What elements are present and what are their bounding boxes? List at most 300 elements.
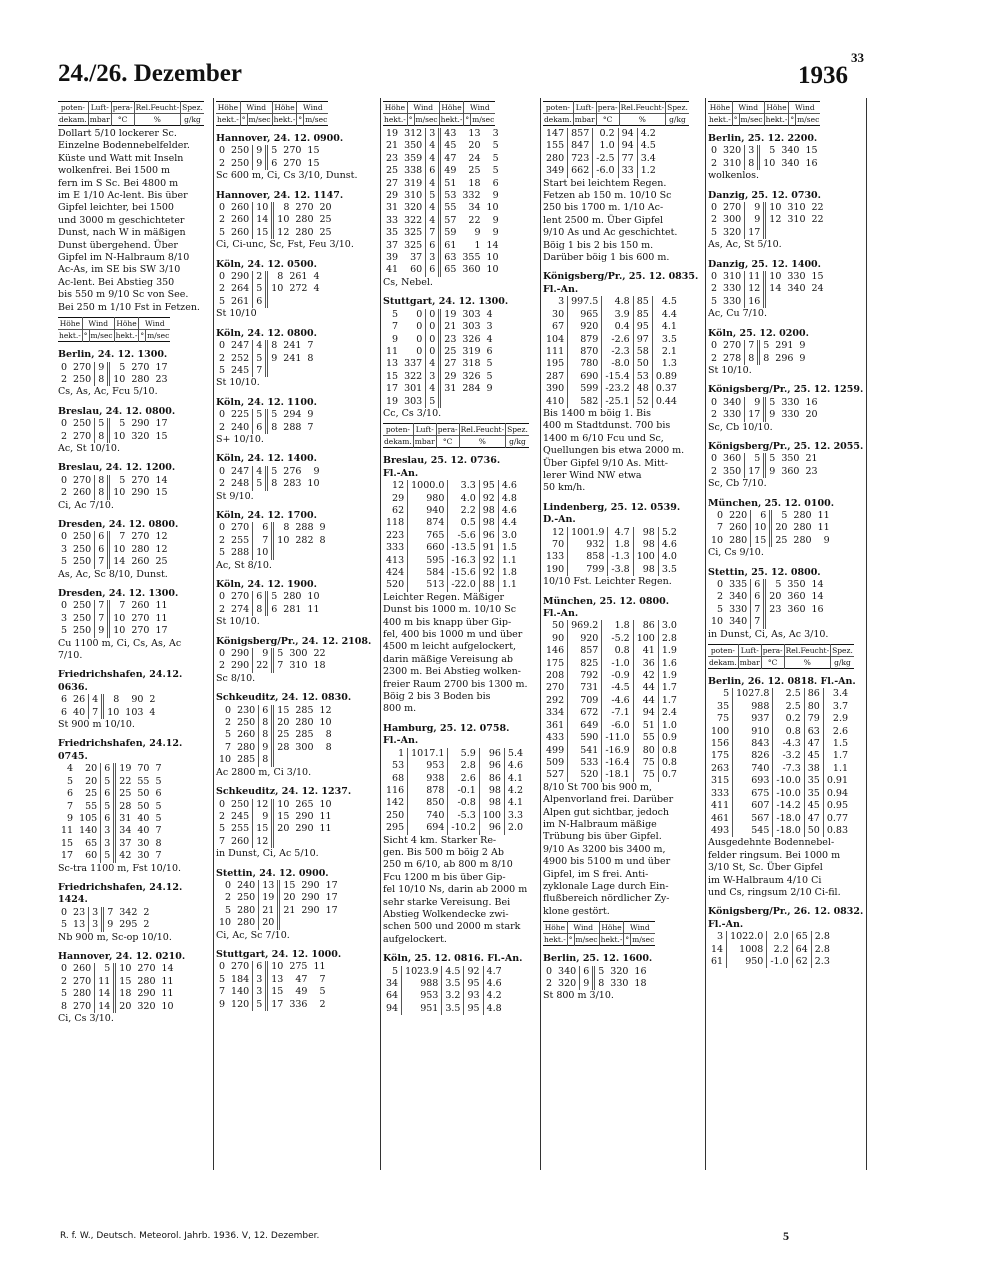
table-cell: 6 — [271, 157, 278, 169]
table-cell: 278 — [723, 352, 742, 364]
table-cell: 0 — [416, 345, 423, 357]
station-title: Köln, 24. 12. 1700. — [216, 509, 317, 521]
table-cell: 47 — [804, 738, 823, 750]
table-row — [58, 850, 165, 862]
table-cell: 30 — [552, 308, 565, 320]
table-row — [543, 757, 680, 769]
table-cell: 270 — [231, 522, 250, 534]
table-row — [58, 556, 171, 568]
table-cell: -1.3 — [608, 551, 633, 563]
table-cell: 0 — [711, 340, 718, 352]
met-data-table — [543, 527, 680, 577]
table-row — [543, 966, 650, 978]
table-cell: 599 — [568, 383, 602, 395]
table-cell: 5 — [717, 603, 724, 615]
remark-line: Gipfel leichter, bei 1500 — [58, 202, 174, 214]
table-cell: 2 — [219, 283, 226, 295]
table-cell: 8 — [271, 478, 278, 490]
table-cell: 40 — [137, 812, 150, 824]
table-cell: 4.2 — [483, 990, 505, 1002]
table-cell: 36 — [633, 658, 658, 670]
table-cell: 675 — [733, 788, 773, 800]
table-cell: 0 — [219, 465, 226, 477]
table-cell: 11 — [745, 271, 765, 283]
table-row — [216, 799, 335, 811]
table-cell: -3.8 — [608, 564, 633, 576]
table-cell: 1.8 — [608, 539, 633, 551]
table-cell: 2 — [219, 534, 226, 546]
header-cell: hekt.- — [600, 935, 623, 945]
table-row — [708, 202, 827, 214]
table-cell: 20 — [277, 717, 290, 729]
table-row — [216, 604, 323, 616]
table-cell — [484, 396, 496, 408]
remark-line: As, Ac, Sc 8/10, Dunst. — [58, 568, 168, 580]
table-cell: 85 — [633, 309, 652, 321]
table-row — [543, 564, 680, 576]
table-cell: 288 — [283, 421, 302, 433]
table-row — [383, 567, 520, 579]
table-cell: 513 — [408, 579, 448, 591]
table-cell: 4.2 — [504, 785, 526, 797]
table-cell: 0 — [219, 648, 226, 660]
wind-table-header — [708, 101, 820, 126]
table-cell: 140 — [231, 986, 250, 998]
table-cell: 270 — [137, 963, 156, 975]
header-row — [383, 102, 495, 114]
header-cell: hekt.- — [440, 115, 463, 124]
table-cell — [279, 917, 299, 929]
table-cell: 37 — [410, 252, 423, 264]
table-cell: 9 — [253, 145, 267, 157]
table-row — [708, 397, 821, 409]
table-cell: 5 — [775, 579, 782, 590]
remark-line: Sc 600 m, Ci, Cs 3/10, Dunst. — [216, 170, 358, 182]
table-cell: 310 — [723, 157, 742, 169]
station-title: Köln, 24. 12. 0500. — [216, 258, 317, 270]
table-cell: 335 — [729, 579, 748, 590]
table-cell: 340 — [787, 283, 806, 295]
table-cell — [317, 836, 335, 848]
table-cell: 53 — [392, 760, 405, 772]
station-title: Hannover, 24. 12. 0210. — [58, 950, 186, 962]
header-row — [708, 645, 854, 657]
table-cell: 0 — [225, 704, 232, 716]
header-cell: g/kg — [666, 114, 689, 126]
table-cell: 5 — [253, 999, 267, 1011]
table-cell: 94 — [386, 1002, 399, 1014]
remark-line: Fetzen ab 150 m. 10/10 Sc — [543, 190, 672, 202]
wind-data-table — [708, 510, 833, 547]
table-cell: 15 — [253, 227, 273, 239]
table-cell: 17 — [325, 892, 338, 904]
table-cell: 3 — [717, 931, 724, 943]
table-cell: 5 — [119, 361, 126, 373]
table-cell: -23.2 — [602, 383, 633, 395]
table-cell: 5 — [67, 775, 74, 787]
table-cell: 11 — [319, 810, 332, 822]
header-cell: Spez. — [182, 103, 203, 112]
table-cell: 6 — [253, 591, 267, 603]
table-cell: 98 — [633, 527, 658, 539]
table-cell: 7 — [89, 707, 103, 719]
table-cell: 22 — [468, 214, 481, 226]
table-cell: 567 — [733, 813, 773, 825]
wind-data-table — [216, 340, 317, 377]
table-row — [216, 466, 323, 478]
table-cell: 23 — [386, 152, 399, 164]
table-cell: 34 — [386, 978, 399, 989]
table-cell: 55 — [137, 775, 150, 787]
table-cell: 4.4 — [652, 309, 680, 321]
column-4 — [543, 98, 703, 1003]
column-rule — [866, 98, 867, 1170]
station-title: Schkeuditz, 24. 12. 0830. — [216, 692, 352, 704]
remark-line: im N-Halbraum mäßige — [543, 818, 657, 830]
table-cell: 0 — [225, 879, 232, 891]
table-cell: 4.4 — [498, 517, 520, 529]
table-cell: 280 — [793, 534, 812, 546]
remark-line: Ci, Ac 7/10. — [58, 499, 114, 511]
table-cell: 4 — [253, 340, 267, 352]
table-cell: 295 — [386, 822, 405, 834]
remark-line: Sicht 4 km. Starker Re- — [383, 834, 497, 846]
table-cell: 12 — [155, 543, 168, 555]
table-cell: -3.2 — [773, 750, 804, 762]
header-cell: g/kg — [831, 657, 854, 669]
table-row — [383, 517, 520, 529]
table-cell: 15 — [155, 430, 168, 442]
header-cell: dekam. — [709, 658, 737, 668]
table-cell: 2 — [219, 214, 226, 226]
table-cell: 2.9 — [823, 713, 851, 725]
remark-line: freier Raum 2700 bis 1300 m. — [383, 678, 528, 690]
remark-line: Fcu 1200 m bis über Gip- — [383, 871, 506, 883]
table-row — [708, 944, 833, 956]
table-row — [216, 660, 329, 672]
table-cell: 280 — [283, 591, 302, 603]
table-cell: 0 — [219, 145, 226, 157]
remark-line: St 10/10. — [216, 377, 260, 389]
table-cell: -2.6 — [602, 334, 633, 346]
table-cell: 413 — [386, 554, 405, 566]
page-number: 33 — [851, 50, 864, 65]
remark-line: Sc, Cb 10/10. — [708, 421, 773, 433]
table-cell: 20 — [769, 591, 782, 603]
table-cell — [273, 547, 293, 559]
remark-line: darin mäßige Vereisung ab — [383, 653, 514, 665]
station-title: Köln, 24. 12. 1400. — [216, 453, 317, 465]
table-cell: 92 — [479, 493, 498, 505]
table-cell: 3.4 — [637, 153, 659, 165]
table-cell: 5 — [61, 988, 68, 1000]
remark-line: Ac, St 8/10. — [216, 559, 272, 571]
table-cell: 7 — [155, 825, 162, 837]
table-cell: 260 — [73, 963, 92, 975]
table-cell: 270 — [73, 361, 92, 373]
table-cell: 607 — [733, 800, 773, 812]
header-row — [383, 436, 529, 448]
table-row — [383, 773, 526, 785]
table-cell: 2 — [219, 603, 226, 615]
wind-data-table — [58, 763, 165, 862]
remark-line: Ac 2800 m, Ci 3/10. — [216, 766, 312, 778]
table-cell: 0.4 — [602, 321, 633, 333]
table-cell: 310 — [787, 214, 806, 226]
remark-line: St 9/10. — [216, 490, 254, 502]
table-cell: 20 — [85, 775, 98, 787]
table-cell: 0 — [61, 474, 68, 486]
table-cell: 0.37 — [652, 383, 680, 395]
table-row — [708, 353, 808, 365]
table-cell: 3.3 — [448, 480, 479, 492]
table-cell: 355 — [462, 252, 481, 264]
table-cell: 20 — [85, 763, 98, 775]
table-cell: 533 — [568, 757, 602, 769]
station-title: Königsberg/Pr., 25. 12. 1259. — [708, 384, 864, 396]
table-cell: -15.4 — [602, 371, 633, 383]
table-cell: 3 — [253, 974, 267, 986]
table-cell: 320 — [610, 965, 629, 977]
table-cell: 5 — [271, 591, 278, 603]
table-row — [216, 271, 323, 283]
wind-table-header — [58, 317, 170, 342]
table-cell: 493 — [711, 824, 730, 836]
table-cell: 270 — [131, 361, 150, 373]
table-cell: 282 — [295, 534, 314, 546]
table-cell: 4.1 — [504, 797, 526, 809]
table-cell: 250 — [237, 717, 256, 729]
table-cell: 4 — [313, 271, 320, 283]
table-row — [543, 769, 680, 781]
remark-line: aufgelockert. — [383, 933, 447, 945]
table-cell: 5 — [426, 396, 440, 408]
table-cell: 5 — [253, 353, 267, 365]
remark-line: im W-Halbraum 4/10 Ci — [708, 874, 822, 886]
table-cell: 15 — [386, 370, 399, 382]
table-cell: 184 — [231, 973, 250, 985]
table-cell: 7 — [95, 556, 109, 568]
table-cell: -5.6 — [448, 530, 479, 542]
table-cell: 2 — [219, 810, 226, 822]
table-cell: 332 — [462, 190, 481, 202]
table-cell: -1.0 — [602, 658, 633, 670]
table-row — [216, 742, 335, 754]
table-cell: 62 — [792, 956, 811, 968]
table-cell: 280 — [295, 214, 314, 226]
table-cell: 9 — [219, 998, 226, 1010]
table-cell: 303 — [462, 308, 481, 320]
table-cell: 37 — [386, 239, 399, 251]
table-cell: 2 — [253, 271, 267, 283]
table-cell: 2 — [225, 717, 232, 729]
header-cell: mbar — [739, 658, 760, 668]
table-cell: 6 — [259, 705, 273, 717]
table-cell: 0 — [416, 308, 423, 320]
table-cell: 360 — [723, 453, 742, 465]
table-cell: 22 — [119, 775, 132, 787]
table-cell: 92 — [479, 555, 498, 567]
table-cell: 0.7 — [658, 769, 680, 781]
table-cell: 260 — [131, 600, 150, 612]
table-cell: 285 — [237, 754, 256, 766]
table-cell — [784, 227, 808, 239]
table-row — [58, 707, 158, 719]
table-cell: 3 — [89, 919, 103, 931]
table-cell: 672 — [568, 707, 602, 719]
table-row — [383, 760, 526, 772]
table-row — [216, 729, 335, 741]
remark-line: As, Ac, St 5/10. — [708, 239, 782, 251]
table-cell: 14 — [113, 556, 126, 568]
table-cell: 584 — [408, 567, 448, 579]
table-cell: 5 — [711, 295, 718, 307]
remark-line: Abstieg Wolkendecke zwi- — [383, 908, 509, 920]
table-row — [216, 409, 316, 421]
table-cell: 8 — [259, 754, 273, 766]
table-row — [216, 986, 329, 998]
table-cell: 100 — [633, 633, 658, 645]
table-cell: -0.8 — [448, 797, 479, 809]
table-cell: 10 — [113, 430, 126, 442]
table-row — [216, 892, 341, 904]
table-cell: 910 — [733, 726, 773, 738]
table-cell: -18.1 — [602, 769, 633, 781]
table-cell: 8 — [319, 534, 326, 546]
table-cell: 25 — [468, 165, 481, 177]
table-cell: 290 — [295, 823, 314, 835]
table-cell: 847 — [568, 140, 593, 152]
table-cell: 10 — [107, 706, 120, 718]
table-cell: 21 — [259, 905, 279, 917]
table-cell: 4.7 — [608, 527, 633, 539]
table-cell: 1.7 — [658, 695, 680, 707]
table-cell: 8 — [95, 475, 109, 487]
station-title: Königsberg/Pr., 25. 12. 0835. — [543, 271, 699, 283]
remark-line: 3/10 St, Sc. Über Gipfel — [708, 862, 823, 874]
table-cell: 287 — [546, 370, 565, 382]
met-table-header — [708, 644, 854, 669]
table-row — [543, 732, 680, 744]
table-cell: 11 — [313, 961, 326, 973]
remark-line: 8/10 St 700 bis 900 m, — [543, 781, 653, 793]
table-cell: 20 — [775, 522, 788, 534]
table-cell: 31 — [119, 812, 132, 824]
table-cell: 270 — [723, 202, 742, 214]
wind-data-table — [58, 418, 171, 443]
table-cell: 14 — [486, 239, 499, 251]
table-cell: 260 — [231, 214, 250, 226]
page-title-date: 24./26. Dezember — [58, 60, 242, 87]
table-cell: 9 — [486, 383, 493, 395]
table-cell: 12 — [552, 526, 565, 538]
table-cell: 25 — [386, 165, 399, 177]
table-cell: 96 — [479, 760, 504, 772]
column-3 — [383, 98, 538, 1015]
wind-data-table — [216, 409, 317, 434]
header-cell: Höhe — [59, 319, 81, 329]
table-cell: 18 — [313, 660, 326, 672]
table-cell: 5.4 — [504, 748, 526, 760]
table-cell: 2.0 — [767, 931, 792, 943]
table-cell: 5 — [61, 556, 68, 568]
table-row — [383, 493, 520, 505]
table-cell: 10 — [119, 963, 132, 975]
table-cell: 8 — [95, 374, 109, 386]
table-cell: 29 — [386, 190, 399, 202]
table-cell: 333 — [711, 787, 730, 799]
table-cell: 4 — [149, 706, 156, 718]
header-cell: Höhe — [217, 103, 239, 112]
table-cell: 4 — [486, 308, 493, 320]
table-cell: 932 — [568, 539, 608, 551]
remark-line: und Cs, ringsum 2/10 Ci-fil. — [708, 886, 841, 898]
table-cell: 2.8 — [811, 931, 833, 943]
table-cell — [280, 365, 304, 377]
table-cell: 44 — [633, 695, 658, 707]
header-cell: dekam. — [384, 437, 412, 447]
table-row — [543, 296, 680, 308]
table-cell: 0.8 — [658, 757, 680, 769]
table-cell: 361 — [546, 719, 565, 731]
table-cell: 100 — [633, 551, 658, 563]
table-cell: 10 — [711, 616, 724, 628]
table-cell: 95 — [479, 480, 498, 492]
header-cell: g/kg — [181, 114, 204, 126]
table-cell: 582 — [568, 396, 602, 408]
remark-line: 800 m. — [383, 703, 417, 715]
table-cell: 15 — [283, 879, 296, 891]
table-cell: 16 — [805, 396, 818, 408]
table-cell: 10 — [253, 202, 273, 214]
table-cell: 290 — [301, 904, 320, 916]
table-cell: 349 — [546, 165, 565, 177]
table-cell: 4.0 — [658, 551, 680, 563]
header-cell: poten- — [710, 646, 735, 656]
table-cell: 20 — [319, 202, 332, 214]
table-cell: 780 — [568, 358, 602, 370]
table-cell: 9 — [769, 409, 776, 421]
table-cell: 360 — [787, 591, 806, 603]
table-cell: 0.89 — [652, 371, 680, 383]
remark-line: 50 km/h. — [543, 482, 586, 494]
header-cell: m/sec — [740, 115, 763, 124]
table-cell: 7 — [107, 906, 114, 918]
table-cell: 64 — [386, 990, 399, 1002]
header-cell: hekt.- — [709, 115, 731, 124]
header-cell: Luft- — [738, 645, 761, 657]
table-row — [708, 763, 851, 775]
table-cell: 290 — [137, 988, 156, 1000]
table-cell: 969.2 — [568, 620, 602, 632]
table-cell: 15 — [271, 986, 284, 998]
table-cell: 9 — [392, 333, 399, 345]
table-cell: 90 — [131, 694, 144, 706]
wind-data-table — [58, 475, 171, 500]
table-cell: 5 — [711, 226, 718, 238]
table-cell: 2.6 — [448, 773, 479, 785]
table-cell: 4 — [67, 763, 74, 775]
remark-line: Böig 2 bis 3 Boden bis — [383, 691, 491, 703]
table-cell: -0.1 — [448, 785, 479, 797]
table-cell: 5 — [219, 226, 226, 238]
remark-line: Ci, Cs 3/10. — [58, 1013, 114, 1024]
table-cell: 5 — [61, 919, 68, 931]
table-cell: 0 — [219, 522, 226, 534]
table-cell: 1 — [398, 747, 405, 759]
remark-line: lerer Wind NW etwa — [543, 469, 642, 481]
table-cell: 5.2 — [658, 527, 680, 539]
